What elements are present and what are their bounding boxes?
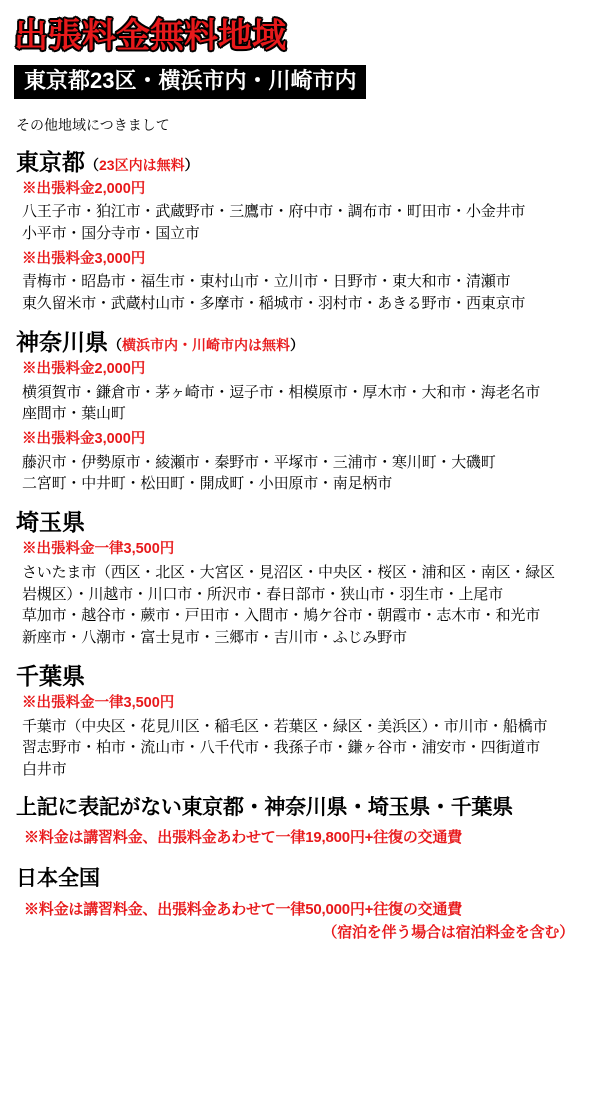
nationwide-fee-note: ※料金は講習料金、出張料金あわせて一律50,000円+往復の交通費 bbox=[24, 900, 463, 918]
city-line: 新座市・八潮市・富士見市・三郷市・吉川市・ふじみ野市 bbox=[22, 629, 407, 647]
nationwide-fee-note-secondary: （宿泊を伴う場合は宿泊料金を含む） bbox=[322, 924, 574, 942]
prefecture-name: 埼玉県 bbox=[16, 509, 85, 536]
prefecture-note bbox=[108, 337, 304, 353]
section-saitama bbox=[14, 509, 588, 649]
nationwide-heading: 日本全国 bbox=[16, 866, 100, 890]
section-heading-tokyo bbox=[16, 149, 588, 175]
free-note-text: 23区内は無料 bbox=[99, 156, 185, 173]
section-heading-kanagawa bbox=[16, 329, 588, 355]
prefecture-name: 東京都 bbox=[16, 148, 85, 175]
fee-label: ※出張料金一律3,500円 bbox=[22, 695, 175, 712]
header-subtitle-wrap bbox=[14, 65, 588, 114]
paren-close: ） bbox=[184, 156, 199, 173]
free-area-banner: 東京都23区・横浜市内・川崎市内 bbox=[14, 65, 366, 98]
city-line: 座間市・葉山町 bbox=[22, 405, 126, 423]
paren-open: （ bbox=[85, 156, 99, 173]
city-line: 白井市 bbox=[22, 761, 67, 779]
city-line: 青梅市・昭島市・福生市・東村山市・立川市・日野市・東大和市・清瀬市 bbox=[22, 273, 511, 291]
city-line: 東久留米市・武蔵村山市・多摩市・稲城市・羽村市・あきる野市・西東京市 bbox=[22, 295, 526, 313]
section-nationwide bbox=[14, 862, 588, 943]
other-area-note: その他地域につきまして bbox=[16, 116, 170, 133]
fee-label: ※出張料金2,000円 bbox=[22, 181, 146, 198]
city-line: 草加市・越谷市・蕨市・戸田市・入間市・鳩ケ谷市・朝霞市・志木市・和光市 bbox=[22, 607, 541, 625]
fee-label: ※出張料金2,000円 bbox=[22, 361, 146, 378]
city-line: 岩槻区）・川越市・川口市・所沢市・春日部市・狭山市・羽生市・上尾市 bbox=[22, 585, 503, 603]
section-chiba bbox=[14, 663, 588, 781]
paren-close: ） bbox=[290, 336, 304, 353]
free-note-text: 横浜市内・川崎市内は無料 bbox=[122, 336, 290, 353]
fee-label: ※出張料金3,000円 bbox=[22, 250, 146, 267]
page-title: 出張料金無料地域 bbox=[14, 17, 286, 55]
fee-label: ※出張料金一律3,500円 bbox=[22, 541, 175, 558]
city-line: 小平市・国分寺市・国立市 bbox=[22, 225, 200, 243]
city-line: 千葉市（中央区・花見川区・稲毛区・若葉区・緑区・美浜区）・市川市・船橋市 bbox=[22, 717, 548, 735]
section-heading-saitama bbox=[16, 509, 588, 535]
section-other-area bbox=[14, 795, 588, 848]
city-line: 八王子市・狛江市・武蔵野市・三鷹市・府中市・調布市・町田市・小金井市 bbox=[22, 203, 526, 221]
section-tokyo bbox=[14, 149, 588, 315]
prefecture-name: 神奈川県 bbox=[16, 328, 108, 355]
fee-label: ※出張料金3,000円 bbox=[22, 431, 146, 448]
city-line: 藤沢市・伊勢原市・綾瀬市・秦野市・平塚市・三浦市・寒川町・大磯町 bbox=[22, 453, 496, 471]
city-line: 二宮町・中井町・松田町・開成町・小田原市・南足柄市 bbox=[22, 475, 393, 493]
city-line: さいたま市（西区・北区・大宮区・見沼区・中央区・桜区・浦和区・南区・緑区 bbox=[22, 563, 555, 581]
city-line: 横須賀市・鎌倉市・茅ヶ崎市・逗子市・相模原市・厚木市・大和市・海老名市 bbox=[22, 383, 541, 401]
city-line: 習志野市・柏市・流山市・八千代市・我孫子市・鎌ヶ谷市・浦安市・四街道市 bbox=[22, 739, 541, 757]
other-area-heading: 上記に表記がない東京都・神奈川県・埼玉県・千葉県 bbox=[16, 795, 513, 819]
section-heading-chiba bbox=[16, 663, 588, 689]
other-area-fee-note: ※料金は講習料金、出張料金あわせて一律19,800円+往復の交通費 bbox=[24, 829, 463, 847]
prefecture-note bbox=[85, 157, 199, 173]
prefecture-name: 千葉県 bbox=[16, 662, 85, 689]
section-kanagawa bbox=[14, 329, 588, 495]
paren-open: （ bbox=[108, 336, 122, 353]
